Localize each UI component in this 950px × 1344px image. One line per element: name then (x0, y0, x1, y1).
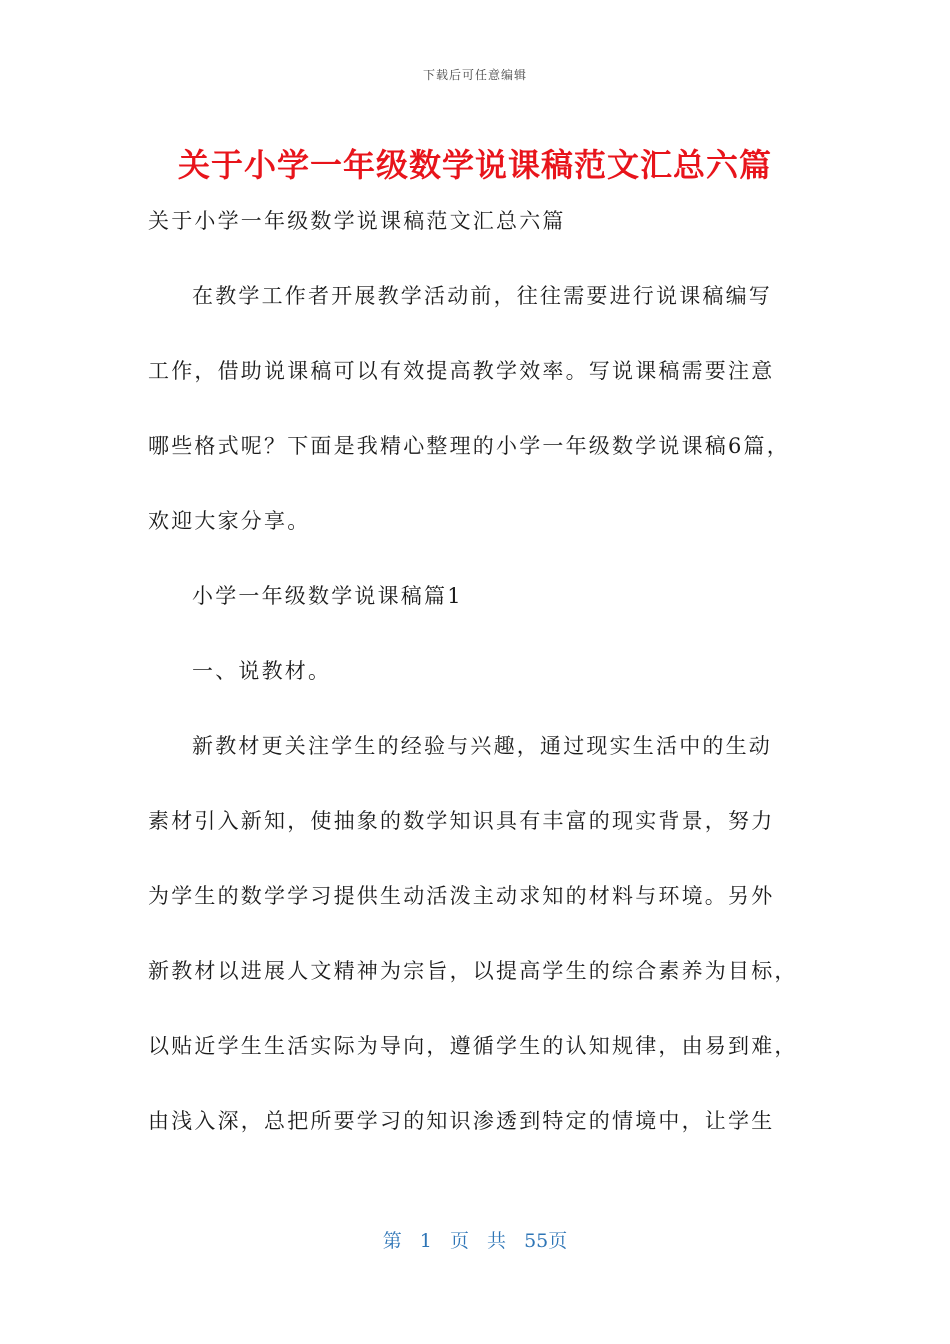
document-body (148, 203, 808, 1178)
footer-label-gong: 共 (487, 1230, 507, 1252)
body-line: 为学生的数学学习提供生动活泼主动求知的材料与环境。另外 (148, 884, 775, 908)
subsection-heading: 一、说教材。 (192, 659, 332, 683)
body-line: 工作，借助说课稿可以有效提高教学效率。写说课稿需要注意 (148, 359, 775, 383)
body-line: 在教学工作者开展教学活动前，往往需要进行说课稿编写 (192, 284, 772, 308)
section-heading: 小学一年级数学说课稿篇1 (192, 584, 463, 608)
footer-page-current: 1 (419, 1230, 432, 1252)
body-line: 新教材以进展人文精神为宗旨，以提高学生的综合素养为目标， (148, 959, 798, 983)
footer-label-ye: 页 (449, 1230, 469, 1252)
body-line: 素材引入新知，使抽象的数学知识具有丰富的现实背景，努力 (148, 809, 775, 833)
body-line: 以贴近学生生活实际为导向，遵循学生的认知规律，由易到难， (148, 1034, 798, 1058)
body-line: 新教材更关注学生的经验与兴趣，通过现实生活中的生动 (192, 734, 772, 758)
body-line: 欢迎大家分享。 (148, 509, 311, 533)
document-title: 关于小学一年级数学说课稿范文汇总六篇 (177, 146, 772, 184)
page-header-note: 下载后可任意编辑 (422, 68, 527, 82)
footer-label-di: 第 (382, 1230, 402, 1252)
body-line: 由浅入深，总把所要学习的知识渗透到特定的情境中，让学生 (148, 1109, 775, 1133)
footer-page-total: 55页 (524, 1230, 568, 1252)
page-footer (0, 1226, 950, 1253)
body-line: 关于小学一年级数学说课稿范文汇总六篇 (148, 209, 566, 233)
body-line: 哪些格式呢？下面是我精心整理的小学一年级数学说课稿6篇， (148, 434, 790, 458)
